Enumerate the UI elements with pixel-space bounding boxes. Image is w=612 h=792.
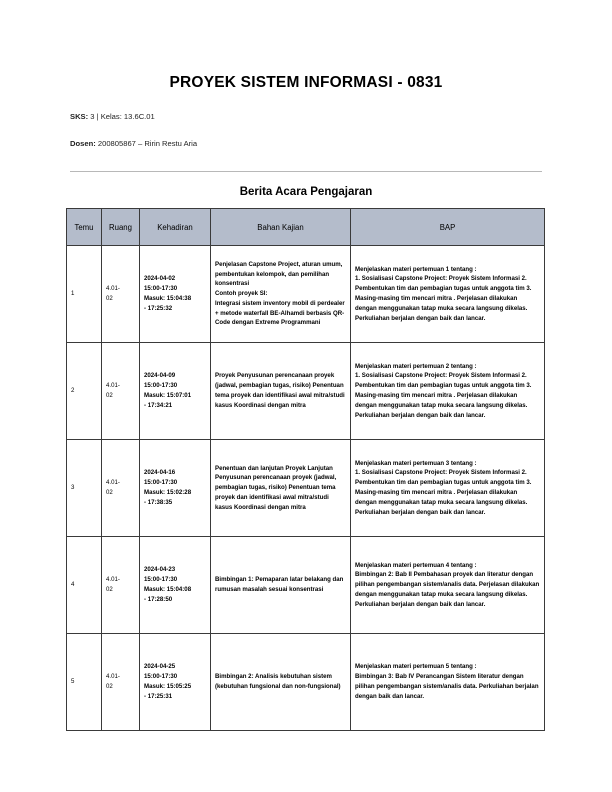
cell-kehadiran: 2024-04-02 15:00-17:30 Masuk: 15:04:38 - 17:25:32 (140, 246, 211, 343)
cell-ruang: 4.01- 02 (102, 440, 140, 537)
cell-bap: Menjelaskan materi pertemuan 3 tentang : 1. Sosialisasi Capstone Project: Proyek Sistem Informasi 2. Pembentukan tim dan pembagian tugas untuk anggota tim 3. Masing-masing tim mencari mitra . Perjelasan dilakukan dengan menggunakan tatap muka secara langsung dikelas. Perkuliahan berjalan dengan baik dan lancar. (351, 440, 545, 537)
table-row (67, 537, 545, 634)
section-title: Berita Acara Pengajaran (239, 186, 373, 198)
table-row (67, 343, 545, 440)
cell-bap: Menjelaskan materi pertemuan 5 tentang : Bimbingan 3: Bab IV Perancangan Sistem literatur dengan pilihan pengembangan sistem/analis data. Perkuliahan berjalan dengan baik dan lancar. (351, 634, 545, 731)
header-kehadiran: Kehadiran (140, 209, 211, 246)
table-row (67, 246, 545, 343)
cell-bahan-kajian: Bimbingan 2: Analisis kebutuhan sistem (kebutuhan fungsional dan non-fungsional) (211, 634, 351, 731)
dosen-value: 200805867 – Ririn Restu Aria (97, 139, 198, 148)
table-row (67, 440, 545, 537)
header-bap: BAP (351, 209, 545, 246)
dosen-label: Dosen: (70, 139, 96, 148)
cell-bap: Menjelaskan materi pertemuan 2 tentang : 1. Sosialisasi Capstone Project: Proyek Sistem Informasi 2. Pembentukan tim dan pembagian tugas untuk anggota tim 3. Masing-masing tim mencari mitra . Perjelasan dilakukan dengan menggunakan tatap muka secara langsung dikelas. Perkuliahan berjalan dengan baik dan lancar. (351, 343, 545, 440)
cell-temu: 5 (67, 634, 102, 731)
cell-bap: Menjelaskan materi pertemuan 1 tentang : 1. Sosialisasi Capstone Project: Proyek Sistem Informasi 2. Pembentukan tim dan pembagian tugas untuk anggota tim 3. Masing-masing tim mencari mitra . Perjelasan dilakukan dengan menggunakan tatap muka secara langsung dikelas. Perkuliahan berjalan dengan baik dan lancar. (351, 246, 545, 343)
cell-ruang: 4.01- 02 (102, 634, 140, 731)
course-info (70, 112, 155, 121)
cell-temu: 1 (67, 246, 102, 343)
cell-bahan-kajian: Penentuan dan lanjutan Proyek Lanjutan Penyusunan perencanaan proyek (jadwal, pembagian tugas, risiko) Penentuan tema proyek dan identifikasi awal mitra/studi kasus Koordinasi dengan mitra (211, 440, 351, 537)
header-ruang: Ruang (102, 209, 140, 246)
cell-bahan-kajian: Penjelasan Capstone Project, aturan umum, pembentukan kelompok, dan pemilihan konsentrasi Contoh proyek SI: Integrasi sistem inventory mobil di perdealer + metode waterfall BE-Alhamdi berbasis QR-Code dengan Extreme Programmani (211, 246, 351, 343)
page-title: PROYEK SISTEM INFORMASI - 0831 (169, 74, 443, 91)
cell-bap: Menjelaskan materi pertemuan 4 tentang : Bimbingan 2: Bab II Pembahasan proyek dan literatur dengan pilihan pengembangan sistem/analis data. Perjelasan dilakukan dengan menggunakan tatap muka secara langsung dikelas. Perkuliahan berjalan dengan baik dan lancar. (351, 537, 545, 634)
cell-bahan-kajian: Bimbingan 1: Pemaparan latar belakang dan rumusan masalah sesuai konsentrasi (211, 537, 351, 634)
cell-ruang: 4.01- 02 (102, 343, 140, 440)
divider (70, 171, 542, 172)
teaching-report-table (66, 208, 545, 731)
cell-temu: 2 (67, 343, 102, 440)
sks-label: SKS: (70, 112, 89, 121)
sks-value: 3 | Kelas: 13.6C.01 (90, 112, 155, 121)
cell-kehadiran: 2024-04-09 15:00-17:30 Masuk: 15:07:01 - 17:34:21 (140, 343, 211, 440)
table-row (67, 634, 545, 731)
header-temu: Temu (67, 209, 102, 246)
lecturer-info (70, 139, 197, 148)
cell-temu: 4 (67, 537, 102, 634)
cell-kehadiran: 2024-04-23 15:00-17:30 Masuk: 15:04:08 - 17:28:50 (140, 537, 211, 634)
header-bahan-kajian: Bahan Kajian (211, 209, 351, 246)
table-header-row (67, 209, 545, 246)
cell-kehadiran: 2024-04-25 15:00-17:30 Masuk: 15:05:25 - 17:25:31 (140, 634, 211, 731)
cell-bahan-kajian: Proyek Penyusunan perencanaan proyek (jadwal, pembagian tugas, risiko) Penentuan tema proyek dan identifikasi awal mitra/studi kasus Koordinasi dengan mitra (211, 343, 351, 440)
cell-ruang: 4.01- 02 (102, 537, 140, 634)
cell-kehadiran: 2024-04-16 15:00-17:30 Masuk: 15:02:28 - 17:38:35 (140, 440, 211, 537)
cell-temu: 3 (67, 440, 102, 537)
cell-ruang: 4.01- 02 (102, 246, 140, 343)
